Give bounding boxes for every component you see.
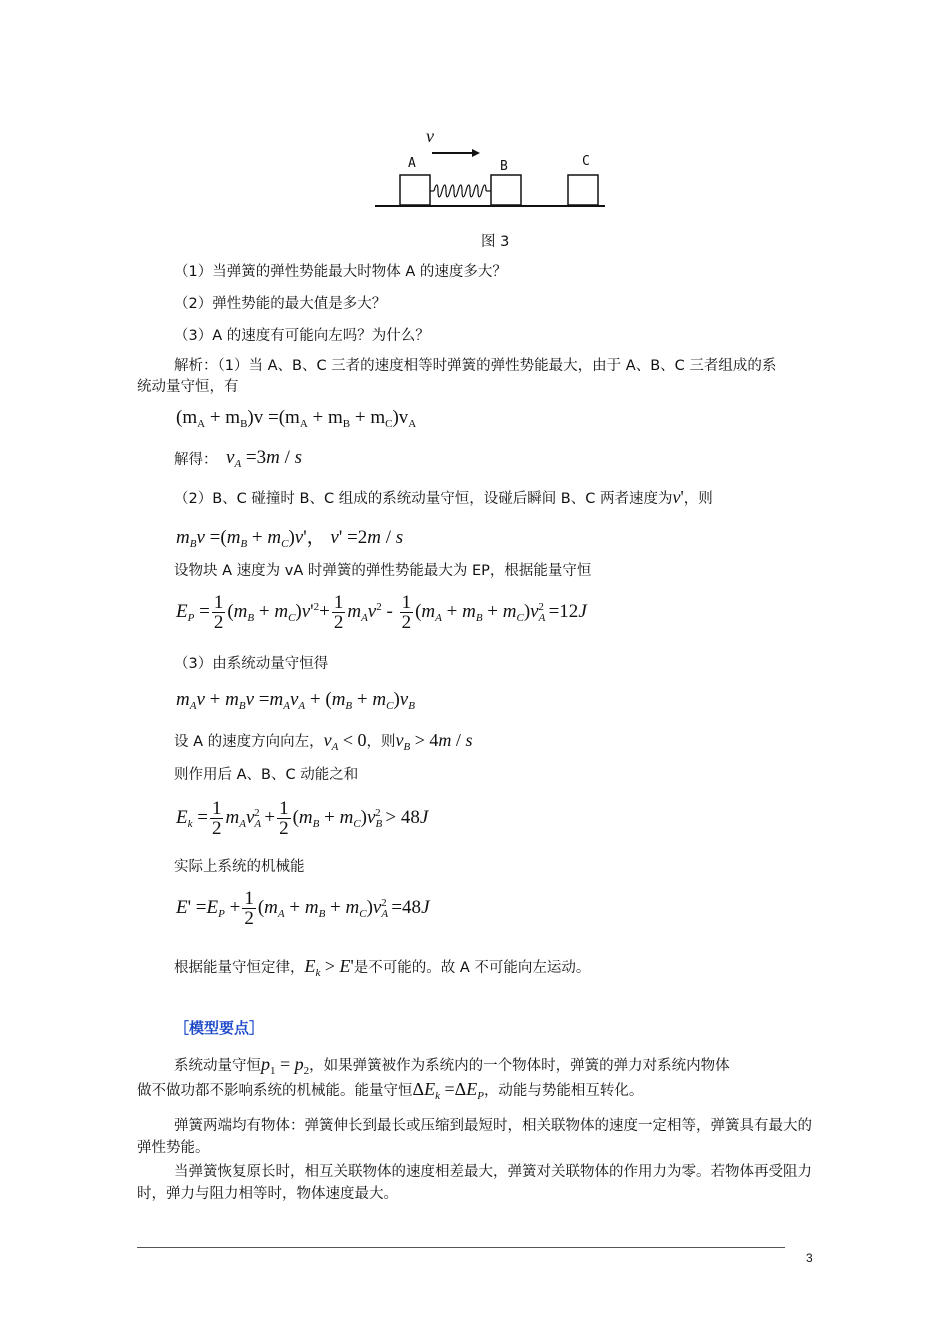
part2-suffix: ，则 (683, 491, 713, 507)
page-number: 3 (806, 1251, 813, 1265)
model-p1-line1: 系统动量守恒$p_1 = p_2$，如果弹簧被作为系统内的一个物体时，弹簧的弹力对系统内物体 (174, 1054, 730, 1077)
conclusion-suffix: 是不可能的。故 A 不可能向左运动。 (353, 960, 591, 976)
equation-ep: $E_P$ = $\frac{1}{2}$ $(m_B + m_C)v'^2+$ $\frac{1}{2}$ $m_Av^2$ - $\frac{1}{2}$ $(m_A + m_B + m_C)v_A^2 =12J$ (176, 592, 587, 633)
model-p2-text: 弹簧两端均有物体：弹簧伸长到最长或压缩到最短时，相关联物体的速度一定相等，弹簧具有最大的弹性势能。 (137, 1118, 812, 1156)
solution-intro-line2: 统动量守恒，有 (137, 379, 239, 395)
model-p1-line2-suffix: ，动能与势能相互转化。 (483, 1083, 644, 1099)
solve-label (174, 450, 218, 470)
equation-e-prime: $E' =E_P$ + $\frac{1}{2}$ $(m_A + m_B + m_C)v_A^2 =48J$ (176, 888, 430, 929)
assume-prefix: 设 A 的速度方向向左， (174, 734, 324, 750)
spring-blocks-diagram (370, 120, 610, 215)
model-p1-line2-prefix: 做不做功都不影响系统的机械能。能量守恒 (137, 1083, 413, 1099)
conclusion-line: 根据能量守恒定律，$E_k > E'$是不可能的。故 A 不可能向左运动。 (174, 956, 591, 979)
equation-bc-collision: $m_Bv =(m_B + m_C)v'$， v' =2m / s (176, 527, 404, 550)
model-p1-prefix: 系统动量守恒 (174, 1058, 261, 1074)
equation-va: $v_A =3m / s$ (226, 447, 303, 470)
equation-momentum-3: $m_Av + m_Bv =m_Av_A + (m_B + m_C)v_B$ (176, 689, 415, 712)
figure-caption: 图 3 (481, 234, 510, 250)
part2-text: （2）B、C 碰撞时 B、C 组成的系统动量守恒，设碰后瞬间 B、C 两者速度为v'，则 (174, 487, 713, 507)
model-p1-line2: 做不做功都不影响系统的机械能。能量守恒$\Delta E_k =\Delta E_P$，动能与势能相互转化。 (137, 1079, 644, 1102)
block-a (400, 175, 430, 205)
model-p3-text: 当弹簧恢复原长时，相互关联物体的速度相差最大，弹簧对关联物体的作用力为零。若物体再受阻力时，弹力与阻力相等时，物体速度最大。 (137, 1164, 812, 1202)
velocity-arrowhead (472, 149, 480, 157)
equation-ek: $E_k$ = $\frac{1}{2}$ $m_Av_A^2$ + $\frac{1}{2}$ $(m_B + m_C)v_B^2 > 48J$ (176, 798, 429, 839)
question-2: （2）弹性势能的最大值是多大？ (174, 296, 387, 312)
energy-intro: 设物块 A 速度为 vA 时弹簧的弹性势能最大为 EP，根据能量守恒 (174, 563, 592, 579)
footer-rule (137, 1247, 785, 1248)
assume-line: 设 A 的速度方向向左，$v_A < 0$，则$v_B > 4m / s$ (174, 730, 473, 753)
label-c: C (582, 154, 590, 169)
part2-body: （2）B、C 碰撞时 B、C 组成的系统动量守恒，设碰后瞬间 B、C 两者速度为 (174, 491, 673, 507)
ke-intro: 则作用后 A、B、C 动能之和 (174, 767, 359, 783)
equation-momentum-1: $(m_A + m_B)v =(m_A + m_B + m_C)v_A$ (176, 407, 417, 430)
model-heading: ［模型要点］ (174, 1019, 265, 1037)
part3-text: （3）由系统动量守恒得 (174, 656, 329, 672)
mech-intro: 实际上系统的机械能 (174, 859, 305, 875)
label-b: B (500, 159, 508, 174)
assume-mid: ，则 (366, 734, 396, 750)
figure-3 (370, 120, 610, 215)
model-p2 (137, 1115, 817, 1159)
solve-prefix: 解得： (174, 452, 218, 468)
model-p3 (137, 1161, 817, 1205)
model-p1-mid: ，如果弹簧被作为系统内的一个物体时，弹簧的弹力对系统内物体 (309, 1058, 730, 1074)
block-b (491, 175, 521, 205)
label-a: A (408, 156, 416, 171)
spring (430, 185, 491, 197)
conclusion-prefix: 根据能量守恒定律， (174, 960, 305, 976)
question-1: （1）当弹簧的弹性势能最大时物体 A 的速度多大？ (174, 264, 507, 280)
solution-intro-line1: 解析：（1）当 A、B、C 三者的速度相等时弹簧的弹性势能最大，由于 A、B、C 三者组成的系 (174, 358, 777, 374)
velocity-label: v (426, 126, 434, 146)
block-c (568, 175, 598, 205)
question-3: （3）A 的速度有可能向左吗？为什么？ (174, 328, 430, 344)
